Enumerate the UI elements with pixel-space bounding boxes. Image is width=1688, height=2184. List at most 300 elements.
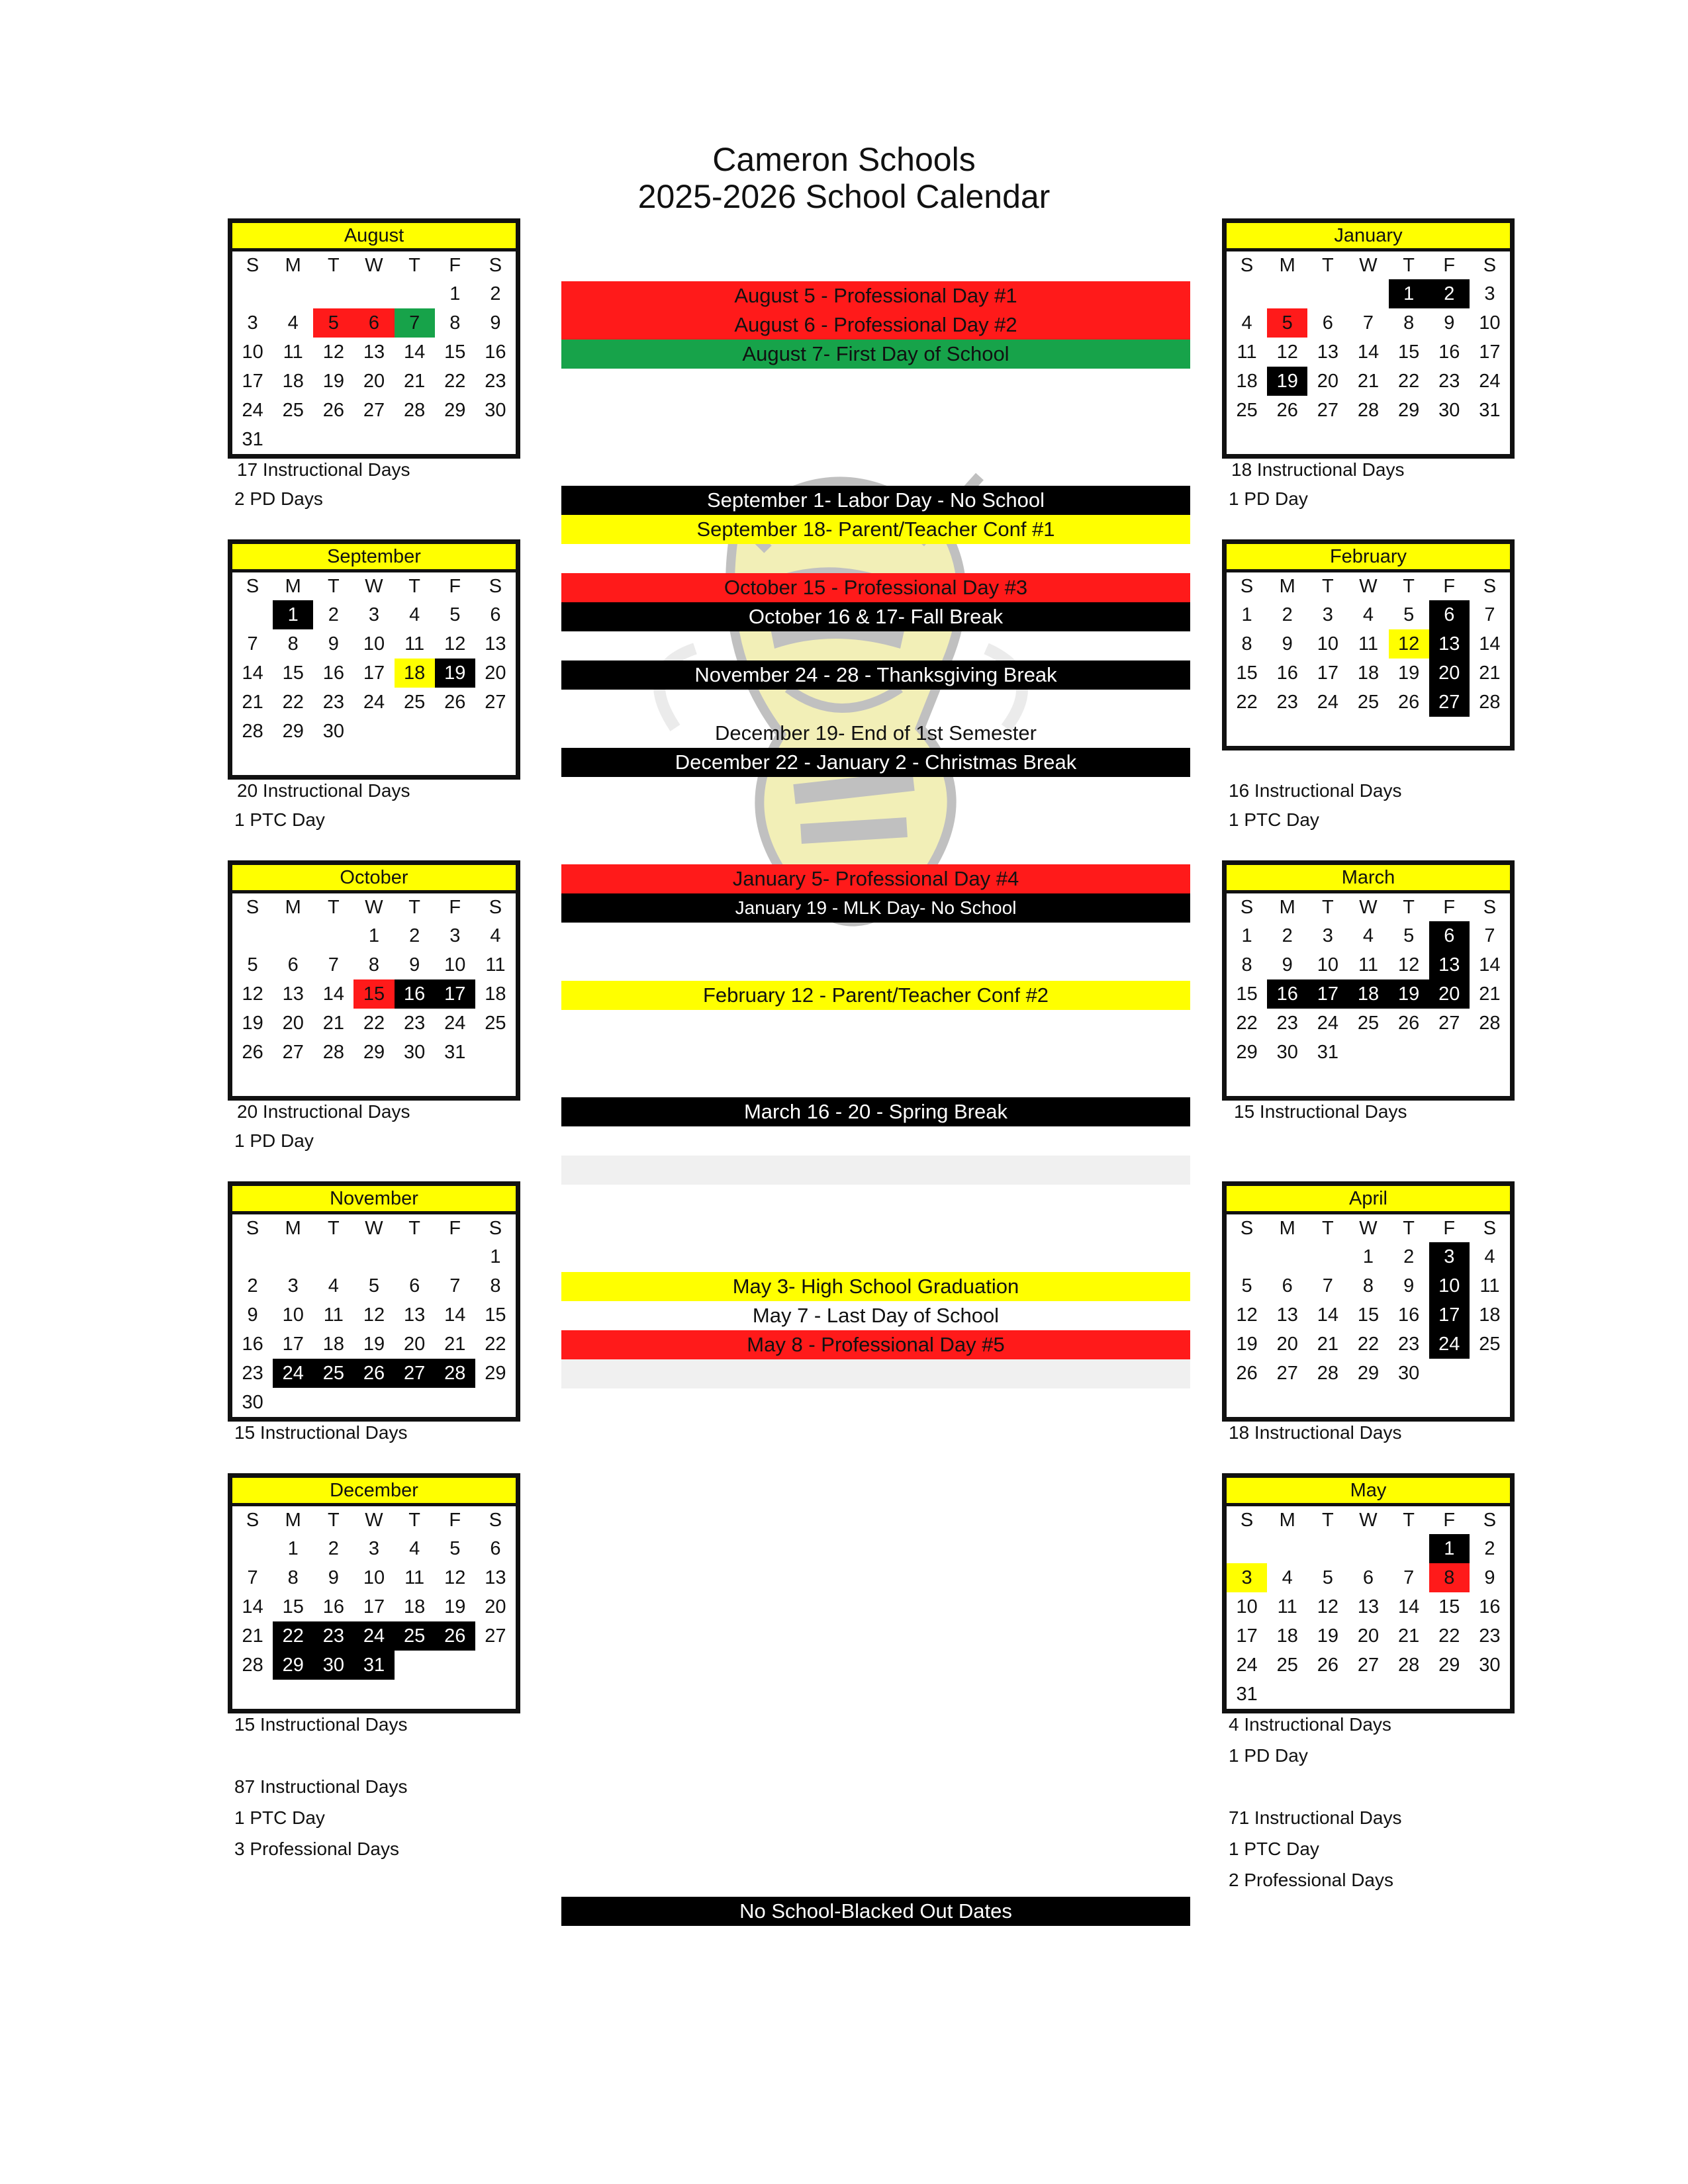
day-cell: 15: [282, 662, 304, 684]
weekday-label: W: [365, 897, 383, 918]
day-cell: 25: [313, 1359, 353, 1388]
weekday-label: T: [408, 255, 420, 276]
weekday-label: S: [246, 1218, 259, 1239]
day-cell: 23: [404, 1013, 426, 1034]
empty-cell: [1348, 1388, 1388, 1417]
weekday-label: W: [365, 1510, 383, 1531]
weekday-label: F: [449, 255, 461, 276]
empty-cell: [1267, 425, 1307, 454]
day-cell: 17: [363, 662, 385, 684]
day-cell: 17: [363, 1596, 385, 1617]
weekday-label: T: [327, 897, 340, 918]
weekday-label: S: [1483, 576, 1497, 597]
empty-cell: [1429, 717, 1470, 746]
event-bar: November 24 - 28 - Thanksgiving Break: [561, 660, 1190, 690]
day-cell: 12: [363, 1304, 385, 1326]
day-cell: 17: [1479, 341, 1501, 363]
weekday-label: T: [1321, 897, 1334, 918]
month-title: December: [232, 1478, 516, 1506]
empty-cell: [395, 425, 435, 454]
empty-cell: [1429, 1038, 1470, 1067]
day-cell: 2: [1282, 604, 1293, 625]
day-cell: 10: [282, 1304, 304, 1326]
day-cell: 7: [1362, 312, 1374, 334]
calendar-may: [1222, 1473, 1515, 1713]
empty-cell: [395, 717, 435, 746]
empty-cell: [273, 1242, 313, 1271]
weekday-label: S: [246, 1510, 259, 1531]
day-cell: 1: [1389, 279, 1429, 308]
day-cell: 27: [1429, 688, 1470, 717]
day-cell: 6: [287, 954, 299, 976]
day-cell: 29: [1357, 1363, 1380, 1384]
empty-cell: [1429, 1680, 1470, 1709]
empty-cell: [273, 921, 313, 950]
day-cell: 14: [1398, 1596, 1420, 1617]
day-cell: 31: [444, 1042, 466, 1063]
empty-cell: [1307, 279, 1348, 308]
weekday-label: F: [449, 576, 461, 597]
day-cell: 29: [444, 400, 466, 421]
total-note: 2 Professional Days: [1229, 1870, 1394, 1890]
empty-cell: [435, 1651, 475, 1680]
day-cell: 13: [1317, 341, 1338, 363]
day-cell: 16: [1398, 1304, 1420, 1326]
day-cell: 28: [1479, 1013, 1501, 1034]
day-cell: 25: [1357, 1013, 1380, 1034]
day-cell: 23: [313, 1621, 353, 1651]
day-cell: 21: [444, 1334, 466, 1355]
weekday-label: T: [1403, 1218, 1415, 1239]
event-bar: December 19- End of 1st Semester: [715, 721, 1037, 745]
empty-cell: [1348, 279, 1388, 308]
weekday-label: S: [1240, 1218, 1254, 1239]
day-cell: 13: [1276, 1304, 1298, 1326]
day-cell: 22: [1357, 1334, 1380, 1355]
weekday-label: T: [1321, 1510, 1334, 1531]
day-cell: 22: [282, 692, 304, 713]
day-cell: 24: [444, 1013, 466, 1034]
day-cell: 11: [1358, 633, 1379, 655]
day-cell: 18: [322, 1334, 344, 1355]
day-cell: 15: [1236, 983, 1258, 1005]
empty-cell: [1227, 717, 1267, 746]
day-cell: 26: [1398, 1013, 1420, 1034]
day-cell: 2: [1429, 279, 1470, 308]
empty-cell: [353, 1680, 394, 1709]
empty-cell: [313, 1067, 353, 1096]
weekday-label: M: [1279, 255, 1295, 276]
month-note: 2 PD Days: [234, 488, 323, 509]
empty-cell: [395, 279, 435, 308]
day-cell: 16: [322, 662, 344, 684]
day-cell: 10: [1236, 1596, 1258, 1617]
day-cell: 19: [435, 659, 475, 688]
day-cell: 15: [1438, 1596, 1460, 1617]
page-title: Cameron Schools: [712, 141, 976, 178]
month-grid: [232, 1214, 516, 1417]
day-cell: 6: [353, 308, 394, 338]
empty-cell: [1348, 717, 1388, 746]
day-cell: 5: [1403, 604, 1415, 625]
weekday-label: W: [1359, 1510, 1378, 1531]
empty-cell: [1429, 1067, 1470, 1096]
empty-cell: [1470, 1388, 1510, 1417]
empty-cell: [1267, 1388, 1307, 1417]
day-cell: 26: [444, 692, 466, 713]
day-cell: 27: [1357, 1655, 1380, 1676]
day-cell: 29: [485, 1363, 506, 1384]
empty-cell: [435, 1680, 475, 1709]
day-cell: 29: [363, 1042, 385, 1063]
empty-cell: [1470, 1680, 1510, 1709]
day-cell: 30: [313, 1651, 353, 1680]
empty-cell: [1307, 1534, 1348, 1563]
day-cell: 3: [1322, 604, 1333, 625]
day-cell: 13: [363, 341, 385, 363]
day-cell: 2: [1282, 925, 1293, 946]
month-note: 1 PD Day: [234, 1130, 314, 1151]
weekday-label: F: [1443, 576, 1456, 597]
empty-cell: [353, 1242, 394, 1271]
day-cell: 10: [363, 1567, 385, 1588]
weekday-label: S: [1240, 255, 1254, 276]
day-cell: 2: [490, 283, 501, 304]
total-note: 1 PTC Day: [1229, 1839, 1319, 1859]
day-cell: 4: [1241, 312, 1252, 334]
day-cell: 14: [1357, 341, 1380, 363]
weekday-label: T: [408, 1218, 420, 1239]
empty-cell: [1227, 1388, 1267, 1417]
day-cell: 26: [1276, 400, 1298, 421]
day-cell: 26: [1398, 692, 1420, 713]
day-cell: 23: [322, 692, 344, 713]
day-cell: 20: [1317, 371, 1338, 392]
day-cell: 8: [1362, 1275, 1374, 1297]
day-cell: 12: [1276, 341, 1298, 363]
day-cell: 14: [1479, 954, 1501, 976]
day-cell: 24: [353, 1621, 394, 1651]
weekday-label: S: [489, 576, 502, 597]
event-bar: January 5- Professional Day #4: [561, 864, 1190, 893]
calendar-december: [228, 1473, 520, 1713]
month-note: 15 Instructional Days: [234, 1422, 408, 1443]
month-note: 20 Instructional Days: [237, 1101, 410, 1122]
day-cell: 20: [485, 1596, 506, 1617]
day-cell: 11: [485, 954, 506, 976]
empty-cell: [435, 425, 475, 454]
day-cell: 22: [485, 1334, 506, 1355]
day-cell: 9: [1282, 633, 1293, 655]
day-cell: 23: [1276, 1013, 1298, 1034]
day-cell: 27: [1317, 400, 1338, 421]
day-cell: 9: [328, 633, 339, 655]
weekday-label: W: [365, 255, 383, 276]
empty-cell: [313, 279, 353, 308]
day-cell: 23: [485, 371, 506, 392]
day-cell: 1: [1241, 604, 1252, 625]
day-cell: 1: [449, 283, 461, 304]
empty-cell: [1389, 1534, 1429, 1563]
weekday-label: T: [1321, 255, 1334, 276]
day-cell: 31: [242, 429, 263, 450]
empty-cell: [475, 1680, 516, 1709]
day-cell: 10: [363, 633, 385, 655]
day-cell: 25: [485, 1013, 506, 1034]
empty-cell: [1389, 425, 1429, 454]
weekday-label: F: [449, 1218, 461, 1239]
weekday-label: S: [1483, 1218, 1497, 1239]
day-cell: 11: [404, 1567, 425, 1588]
empty-cell: [1267, 1680, 1307, 1709]
day-cell: 1: [1241, 925, 1252, 946]
day-cell: 12: [1236, 1304, 1258, 1326]
month-note: 18 Instructional Days: [1231, 459, 1405, 480]
day-cell: 31: [1479, 400, 1501, 421]
day-cell: 18: [1357, 662, 1380, 684]
weekday-label: M: [285, 1510, 301, 1531]
event-bar: August 6 - Professional Day #2: [561, 310, 1190, 340]
event-bar: December 22 - January 2 - Christmas Break: [561, 748, 1190, 777]
day-cell: 30: [404, 1042, 426, 1063]
month-title: February: [1227, 544, 1510, 572]
day-cell: 17: [1317, 662, 1338, 684]
calendar-march: [1222, 860, 1515, 1101]
day-cell: 15: [1357, 1304, 1380, 1326]
empty-cell: [273, 1680, 313, 1709]
month-note: 1 PD Day: [1229, 488, 1308, 509]
weekday-label: S: [489, 1218, 502, 1239]
day-cell: 7: [247, 1567, 258, 1588]
day-cell: 8: [368, 954, 380, 976]
day-cell: 15: [1398, 341, 1420, 363]
weekday-label: S: [1483, 255, 1497, 276]
weekday-label: S: [246, 897, 259, 918]
day-cell: 28: [435, 1359, 475, 1388]
day-cell: 5: [1403, 925, 1415, 946]
event-bar: September 1- Labor Day - No School: [561, 486, 1190, 515]
empty-cell: [1470, 1067, 1510, 1096]
day-cell: 9: [328, 1567, 339, 1588]
day-cell: 17: [1307, 979, 1348, 1009]
day-cell: 16: [242, 1334, 263, 1355]
day-cell: 6: [1322, 312, 1333, 334]
day-cell: 5: [313, 308, 353, 338]
day-cell: 26: [242, 1042, 263, 1063]
weekday-label: W: [1359, 1218, 1378, 1239]
day-cell: 11: [1277, 1596, 1297, 1617]
empty-cell: [1267, 1534, 1307, 1563]
month-grid: [1227, 1506, 1510, 1709]
day-cell: 7: [328, 954, 339, 976]
day-cell: 8: [449, 312, 461, 334]
weekday-label: T: [327, 1510, 340, 1531]
day-cell: 23: [1438, 371, 1460, 392]
month-note: 4 Instructional Days: [1229, 1714, 1391, 1735]
empty-cell: [1470, 425, 1510, 454]
day-cell: 27: [1438, 1013, 1460, 1034]
day-cell: 4: [1362, 925, 1374, 946]
day-cell: 9: [409, 954, 420, 976]
day-cell: 19: [363, 1334, 385, 1355]
day-cell: 11: [1479, 1275, 1500, 1297]
weekday-label: M: [1279, 1510, 1295, 1531]
day-cell: 19: [242, 1013, 263, 1034]
month-title: August: [232, 223, 516, 251]
empty-cell: [475, 1038, 516, 1067]
day-cell: 8: [287, 1567, 299, 1588]
day-cell: 28: [404, 400, 426, 421]
day-cell: 7: [1484, 925, 1495, 946]
day-cell: 18: [1479, 1304, 1501, 1326]
empty-cell: [273, 746, 313, 775]
event-bar: January 19 - MLK Day- No School: [561, 893, 1190, 923]
day-cell: 17: [282, 1334, 304, 1355]
day-cell: 22: [1398, 371, 1420, 392]
month-note: 20 Instructional Days: [237, 780, 410, 801]
calendar-february: [1222, 539, 1515, 751]
empty-cell: [1348, 1038, 1388, 1067]
day-cell: 5: [449, 1538, 461, 1559]
day-cell: 28: [1317, 1363, 1338, 1384]
day-cell: 3: [1227, 1563, 1267, 1592]
day-cell: 10: [1479, 312, 1501, 334]
day-cell: 24: [242, 400, 263, 421]
day-cell: 28: [1357, 400, 1380, 421]
month-grid: [232, 572, 516, 775]
day-cell: 9: [490, 312, 501, 334]
day-cell: 9: [1282, 954, 1293, 976]
day-cell: 30: [1438, 400, 1460, 421]
weekday-label: W: [1359, 255, 1378, 276]
day-cell: 24: [1317, 692, 1338, 713]
day-cell: 14: [444, 1304, 466, 1326]
day-cell: 24: [363, 692, 385, 713]
empty-cell: [273, 1067, 313, 1096]
day-cell: 10: [1317, 633, 1338, 655]
day-cell: 29: [282, 721, 304, 742]
day-cell: 4: [287, 312, 299, 334]
weekday-label: M: [285, 897, 301, 918]
day-cell: 21: [1479, 983, 1501, 1005]
day-cell: 8: [1429, 1563, 1470, 1592]
day-cell: 13: [1429, 629, 1470, 659]
empty-cell: [1429, 1359, 1470, 1388]
empty-cell: [232, 279, 273, 308]
day-cell: 3: [449, 925, 461, 946]
weekday-label: M: [1279, 576, 1295, 597]
weekday-label: F: [1443, 1218, 1456, 1239]
day-cell: 25: [404, 692, 426, 713]
event-bar: August 5 - Professional Day #1: [561, 281, 1190, 310]
empty-bar: [561, 1156, 1190, 1185]
weekday-label: F: [449, 897, 461, 918]
event-bar: May 7 - Last Day of School: [561, 1301, 1190, 1330]
day-cell: 4: [328, 1275, 339, 1297]
day-cell: 9: [1403, 1275, 1415, 1297]
event-bar: February 12 - Parent/Teacher Conf #2: [561, 981, 1190, 1010]
day-cell: 18: [395, 659, 435, 688]
day-cell: 14: [404, 341, 426, 363]
day-cell: 18: [1236, 371, 1258, 392]
empty-cell: [232, 921, 273, 950]
day-cell: 12: [1398, 954, 1420, 976]
day-cell: 16: [1479, 1596, 1501, 1617]
month-title: October: [232, 865, 516, 893]
empty-cell: [353, 1388, 394, 1417]
weekday-label: M: [1279, 1218, 1295, 1239]
empty-cell: [232, 1067, 273, 1096]
event-bar: May 8 - Professional Day #5: [561, 1330, 1190, 1359]
day-cell: 26: [435, 1621, 475, 1651]
day-cell: 6: [1429, 921, 1470, 950]
day-cell: 6: [490, 1538, 501, 1559]
day-cell: 1: [368, 925, 380, 946]
weekday-label: S: [246, 255, 259, 276]
empty-cell: [1389, 1038, 1429, 1067]
day-cell: 7: [1322, 1275, 1333, 1297]
weekday-label: T: [327, 576, 340, 597]
month-note: 1 PD Day: [1229, 1745, 1308, 1766]
day-cell: 20: [363, 371, 385, 392]
weekday-label: M: [285, 255, 301, 276]
weekday-label: S: [1240, 576, 1254, 597]
empty-cell: [1470, 1359, 1510, 1388]
total-note: 3 Professional Days: [234, 1839, 400, 1859]
day-cell: 28: [1479, 692, 1501, 713]
day-cell: 21: [1398, 1625, 1420, 1647]
day-cell: 2: [328, 604, 339, 625]
day-cell: 30: [1276, 1042, 1298, 1063]
empty-cell: [353, 425, 394, 454]
empty-cell: [435, 717, 475, 746]
empty-cell: [1267, 1067, 1307, 1096]
day-cell: 1: [490, 1246, 501, 1267]
month-note: 16 Instructional Days: [1229, 780, 1402, 801]
empty-cell: [1307, 1067, 1348, 1096]
day-cell: 22: [1236, 1013, 1258, 1034]
weekday-label: T: [408, 576, 420, 597]
day-cell: 5: [1267, 308, 1307, 338]
empty-cell: [1307, 1680, 1348, 1709]
weekday-label: T: [1321, 576, 1334, 597]
day-cell: 27: [485, 1625, 506, 1647]
empty-cell: [1267, 1242, 1307, 1271]
day-cell: 25: [1479, 1334, 1501, 1355]
day-cell: 29: [1236, 1042, 1258, 1063]
day-cell: 31: [1317, 1042, 1338, 1063]
empty-cell: [1389, 1067, 1429, 1096]
month-grid: [232, 251, 516, 454]
empty-cell: [1227, 1067, 1267, 1096]
empty-cell: [475, 717, 516, 746]
empty-cell: [1470, 1038, 1510, 1067]
day-cell: 1: [1429, 1534, 1470, 1563]
empty-cell: [475, 1388, 516, 1417]
empty-cell: [313, 921, 353, 950]
weekday-label: M: [285, 576, 301, 597]
month-grid: [1227, 251, 1510, 454]
day-cell: 11: [1358, 954, 1379, 976]
day-cell: 11: [323, 1304, 344, 1326]
day-cell: 30: [242, 1392, 263, 1413]
day-cell: 18: [282, 371, 304, 392]
day-cell: 17: [435, 979, 475, 1009]
day-cell: 29: [1438, 1655, 1460, 1676]
day-cell: 7: [395, 308, 435, 338]
month-note: 15 Instructional Days: [1234, 1101, 1407, 1122]
day-cell: 13: [1429, 950, 1470, 979]
